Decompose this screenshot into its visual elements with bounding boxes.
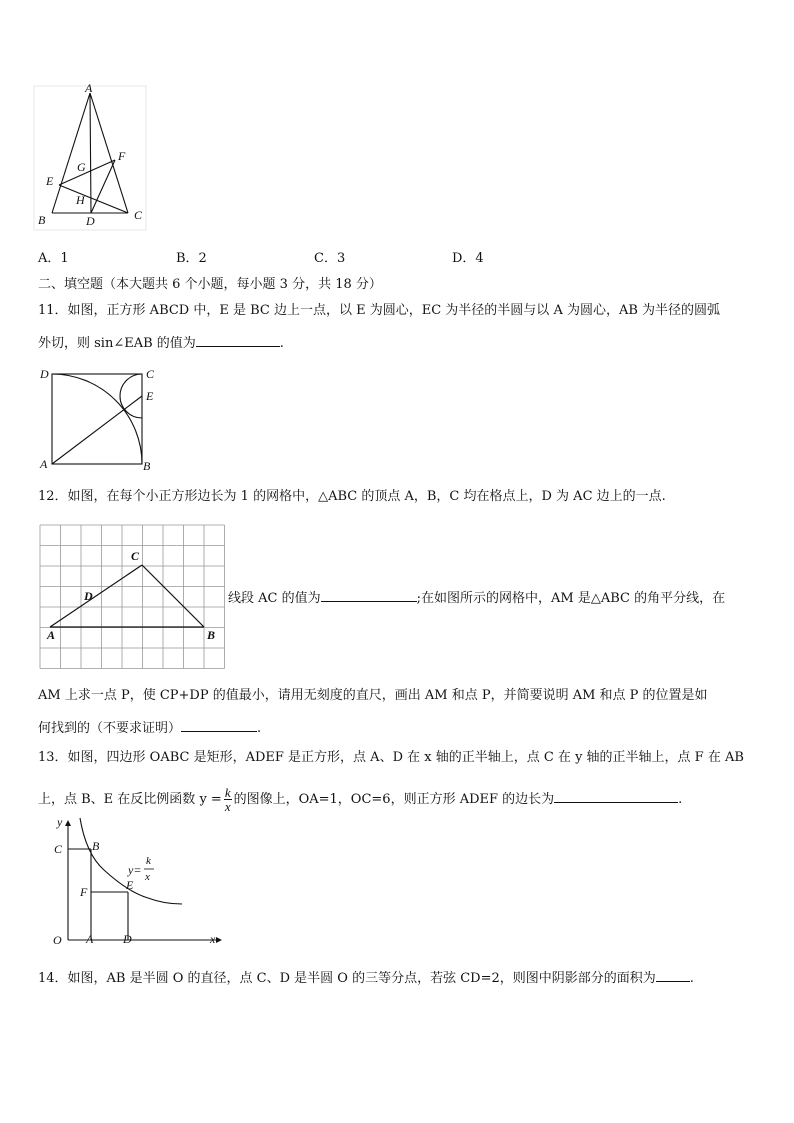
q13-line2	[38, 786, 682, 813]
q12-grid-figure	[38, 523, 228, 669]
q12-label-B: B	[207, 628, 216, 642]
q12-side-a: 线段 AC 的值为	[228, 591, 321, 606]
q13-label-C: C	[54, 842, 63, 856]
q10-figure	[32, 82, 152, 232]
q10-label-C: C	[134, 208, 143, 222]
q13-end: .	[678, 792, 683, 807]
q11-label-C: C	[146, 367, 155, 381]
q13-label-func: y=	[128, 863, 142, 877]
q13-label-A: A	[86, 932, 94, 946]
q10-label-H: H	[76, 193, 85, 207]
q11-square	[52, 374, 142, 464]
q10-option-c: C．3	[314, 251, 346, 266]
q14-end: .	[689, 971, 694, 986]
q11-line1: 11．如图，正方形 ABCD 中，E 是 BC 边上一点，以 E 为圆心，EC 为半径的半圆与以 A 为圆心，AB 为半径的圆弧	[38, 303, 721, 318]
q13-line2a: 上，点 B、E 在反比例函数 y =	[38, 792, 222, 807]
q13-label-O: O	[53, 933, 62, 947]
q12-label-C: C	[131, 549, 140, 563]
q12-grid	[40, 525, 225, 669]
q13-line2b: 的图像上，OA=1，OC=6，则正方形 ADEF 的边长为	[233, 792, 555, 807]
q13-answer-blank[interactable]	[554, 790, 678, 803]
q11-label-E: E	[146, 389, 154, 403]
q10-option-d: D．4	[452, 251, 484, 266]
q13-label-B: B	[92, 839, 100, 853]
q12-label-A: A	[47, 628, 56, 642]
q11-line2	[38, 334, 284, 352]
q10-option-a: A．1	[38, 251, 69, 266]
q12-line4-text: 何找到的（不要求证明）	[38, 721, 182, 736]
q12-answer-blank-2[interactable]	[181, 719, 257, 732]
q13-label-F: F	[80, 885, 88, 899]
q13-line1: 13．如图，四边形 OABC 是矩形，ADEF 是正方形，点 A、D 在 x 轴的正半轴上，点 C 在 y 轴的正半轴上，点 F 在 AB	[38, 750, 744, 765]
section2-heading: 二、填空题（本大题共 6 个小题，每小题 3 分，共 18 分）	[38, 277, 382, 292]
q10-label-F: F	[118, 149, 126, 163]
q13-frac-den: x	[224, 799, 231, 814]
q10-label-A: A	[85, 82, 93, 95]
q14-line	[38, 969, 694, 987]
q12-line1: 12．如图，在每个小正方形边长为 1 的网格中，△ABC 的顶点 A，B，C 均在格点上，D 为 AC 边上的一点.	[38, 489, 666, 504]
q13-label-y: y	[57, 815, 63, 829]
q11-answer-blank[interactable]	[196, 334, 280, 347]
q10-label-B: B	[38, 213, 46, 227]
q12-end: .	[257, 721, 262, 736]
q13-figure	[44, 814, 230, 950]
q14-answer-blank[interactable]	[656, 969, 690, 982]
q11-label-B: B	[143, 459, 151, 473]
q11-arc-a	[52, 374, 142, 464]
q13-label-k: k	[146, 855, 151, 867]
q13-label-E: E	[126, 878, 134, 892]
q10-label-G: G	[77, 160, 86, 174]
q12-answer-blank-1[interactable]	[321, 589, 417, 602]
q12-line4	[38, 719, 261, 737]
q13-label-x: x	[210, 932, 216, 946]
q11-label-D: D	[40, 367, 49, 381]
q13-fraction	[224, 786, 232, 813]
q11-figure	[36, 364, 162, 474]
q13-label-xden: x	[145, 871, 150, 883]
q12-label-D: D	[84, 589, 93, 603]
q10-label-D: D	[86, 214, 95, 228]
q10-label-E: E	[46, 174, 54, 188]
q12-side-text	[228, 589, 725, 607]
q11-end: .	[279, 336, 284, 351]
q11-label-A: A	[40, 457, 48, 471]
q11-line2-text: 外切，则 sin∠EAB 的值为	[38, 336, 196, 351]
q10-option-b: B．2	[176, 251, 207, 266]
q13-frac-num: k	[224, 785, 231, 800]
q11-semicircle-e	[120, 374, 142, 418]
q14-text: 14．如图，AB 是半圆 O 的直径，点 C、D 是半圆 O 的三等分点，若弦 CD=2，则图中阴影部分的面积为	[38, 971, 656, 986]
q12-side-b: ;在如图所示的网格中，AM 是△ABC 的角平分线，在	[416, 591, 726, 606]
q12-line3: AM 上求一点 P，使 CP+DP 的值最小，请用无刻度的直尺，画出 AM 和点 P，并简要说明 AM 和点 P 的位置是如	[38, 688, 708, 703]
q13-label-D: D	[123, 932, 132, 946]
